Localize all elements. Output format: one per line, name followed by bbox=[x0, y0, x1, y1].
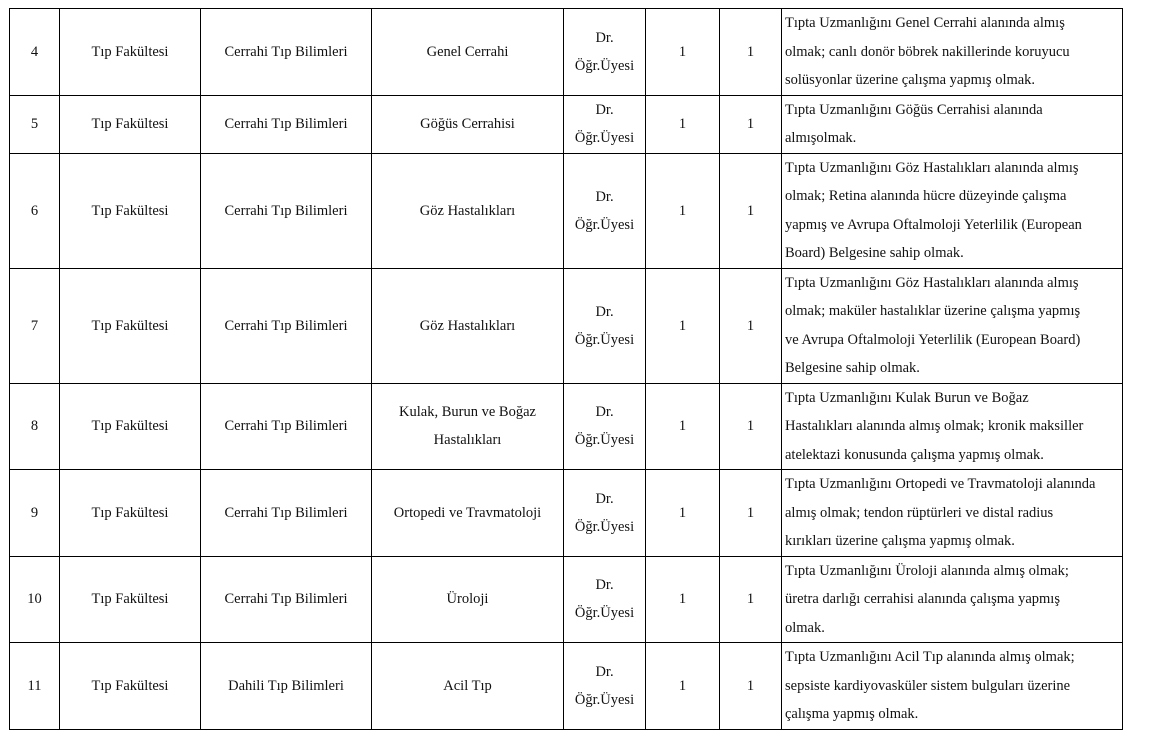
cell-faculty: Tıp Fakültesi bbox=[60, 643, 201, 730]
cell-title-line: Dr. bbox=[595, 29, 614, 46]
cell-requirements bbox=[782, 643, 1123, 730]
cell-count-a: 1 bbox=[646, 9, 720, 96]
cell-count-b: 1 bbox=[720, 268, 782, 383]
cell-requirements-line: ve Avrupa Oftalmoloji Yeterlilik (European Board) bbox=[785, 331, 1081, 348]
cell-discipline-line: Göz Hastalıkları bbox=[419, 317, 516, 334]
cell-faculty: Tıp Fakültesi bbox=[60, 153, 201, 268]
cell-faculty: Tıp Fakültesi bbox=[60, 9, 201, 96]
cell-faculty: Tıp Fakültesi bbox=[60, 383, 201, 470]
cell-title bbox=[564, 383, 646, 470]
cell-requirements-line: olmak. bbox=[785, 619, 825, 636]
cell-discipline-line: Göğüs Cerrahisi bbox=[420, 116, 515, 132]
cell-number: 5 bbox=[10, 95, 60, 153]
cell-title-line: Öğr.Üyesi bbox=[574, 130, 635, 146]
cell-department: Cerrahi Tıp Bilimleri bbox=[201, 153, 372, 268]
cell-department: Cerrahi Tıp Bilimleri bbox=[201, 9, 372, 96]
cell-discipline bbox=[372, 153, 564, 268]
cell-requirements bbox=[782, 470, 1123, 557]
cell-number: 9 bbox=[10, 470, 60, 557]
cell-title-line: Dr. bbox=[595, 303, 614, 320]
cell-requirements-line: Tıpta Uzmanlığını Göz Hastalıkları alanında almış bbox=[785, 159, 1079, 176]
cell-discipline bbox=[372, 470, 564, 557]
cell-count-b: 1 bbox=[720, 383, 782, 470]
table-row bbox=[10, 643, 1123, 730]
cell-discipline-line: Ortopedi ve Travmatoloji bbox=[393, 504, 542, 521]
cell-title bbox=[564, 9, 646, 96]
cell-title-line: Dr. bbox=[595, 490, 614, 507]
cell-requirements-line: olmak; Retina alanında hücre düzeyinde çalışma bbox=[785, 188, 1067, 204]
cell-discipline-line: Üroloji bbox=[446, 591, 489, 608]
cell-requirements-line: kırıkları üzerine çalışma yapmış olmak. bbox=[785, 533, 1015, 549]
cell-requirements-line: olmak; canlı donör böbrek nakillerinde koruyucu bbox=[785, 43, 1070, 60]
cell-requirements-line: almış olmak; tendon rüptürleri ve distal radius bbox=[785, 504, 1054, 521]
table-row bbox=[10, 556, 1123, 643]
cell-faculty: Tıp Fakültesi bbox=[60, 268, 201, 383]
cell-title-line: Dr. bbox=[595, 102, 614, 118]
cell-discipline-line: Genel Cerrahi bbox=[426, 43, 509, 60]
cell-requirements-line: Tıpta Uzmanlığını Ortopedi ve Travmatoloji alanında bbox=[785, 476, 1096, 492]
cell-requirements-line: sepsiste kardiyovasküler sistem bulguları üzerine bbox=[785, 677, 1071, 694]
cell-title bbox=[564, 643, 646, 730]
cell-count-b: 1 bbox=[720, 643, 782, 730]
positions-table bbox=[9, 8, 1123, 730]
cell-requirements-line: Belgesine sahip olmak. bbox=[785, 360, 920, 376]
cell-number: 6 bbox=[10, 153, 60, 268]
cell-title-line: Öğr.Üyesi bbox=[574, 518, 635, 535]
cell-discipline-line: Acil Tıp bbox=[443, 677, 492, 694]
cell-discipline bbox=[372, 643, 564, 730]
cell-count-a: 1 bbox=[646, 95, 720, 153]
cell-requirements-line: Tıpta Uzmanlığını Kulak Burun ve Boğaz bbox=[785, 389, 1029, 406]
cell-requirements-line: Tıpta Uzmanlığını Göğüs Cerrahisi alanında bbox=[785, 101, 1043, 118]
cell-department: Cerrahi Tıp Bilimleri bbox=[201, 268, 372, 383]
cell-count-a: 1 bbox=[646, 643, 720, 730]
cell-discipline-line: Göz Hastalıkları bbox=[419, 202, 516, 219]
cell-faculty: Tıp Fakültesi bbox=[60, 556, 201, 643]
table-body bbox=[10, 9, 1123, 730]
cell-number: 7 bbox=[10, 268, 60, 383]
cell-count-b: 1 bbox=[720, 470, 782, 557]
cell-requirements-line: üretra darlığı cerrahisi alanında çalışma yapmış bbox=[785, 591, 1060, 607]
cell-requirements-line: almışolmak. bbox=[785, 130, 857, 146]
cell-requirements-line: Tıpta Uzmanlığını Genel Cerrahi alanında almış bbox=[785, 15, 1065, 31]
cell-requirements bbox=[782, 153, 1123, 268]
cell-title-line: Öğr.Üyesi bbox=[574, 57, 635, 74]
cell-number: 4 bbox=[10, 9, 60, 96]
cell-requirements-line: Tıpta Uzmanlığını Acil Tıp alanında almış olmak; bbox=[785, 649, 1075, 665]
cell-requirements bbox=[782, 9, 1123, 96]
cell-count-b: 1 bbox=[720, 556, 782, 643]
cell-discipline bbox=[372, 9, 564, 96]
cell-title bbox=[564, 268, 646, 383]
cell-number: 10 bbox=[10, 556, 60, 643]
cell-number: 11 bbox=[10, 643, 60, 730]
cell-requirements-line: Tıpta Uzmanlığını Üroloji alanında almış olmak; bbox=[785, 562, 1069, 579]
cell-discipline bbox=[372, 556, 564, 643]
cell-requirements-line: Board) Belgesine sahip olmak. bbox=[785, 245, 964, 261]
cell-requirements-line: olmak; maküler hastalıklar üzerine çalışma yapmış bbox=[785, 303, 1081, 319]
cell-faculty: Tıp Fakültesi bbox=[60, 95, 201, 153]
cell-title-line: Öğr.Üyesi bbox=[574, 691, 635, 708]
cell-requirements-line: Hastalıkları alanında almış olmak; kronik maksiller bbox=[785, 418, 1084, 434]
cell-department: Cerrahi Tıp Bilimleri bbox=[201, 556, 372, 643]
cell-title bbox=[564, 556, 646, 643]
cell-title bbox=[564, 470, 646, 557]
cell-requirements bbox=[782, 95, 1123, 153]
cell-requirements bbox=[782, 383, 1123, 470]
cell-count-a: 1 bbox=[646, 268, 720, 383]
table-row bbox=[10, 383, 1123, 470]
cell-discipline bbox=[372, 95, 564, 153]
cell-title-line: Öğr.Üyesi bbox=[574, 605, 635, 622]
cell-title bbox=[564, 95, 646, 153]
cell-requirements-line: çalışma yapmış olmak. bbox=[785, 706, 919, 722]
cell-count-b: 1 bbox=[720, 153, 782, 268]
cell-count-a: 1 bbox=[646, 383, 720, 470]
cell-title-line: Dr. bbox=[595, 663, 614, 680]
cell-count-b: 1 bbox=[720, 95, 782, 153]
cell-department: Cerrahi Tıp Bilimleri bbox=[201, 470, 372, 557]
cell-faculty: Tıp Fakültesi bbox=[60, 470, 201, 557]
cell-title-line: Dr. bbox=[595, 404, 614, 421]
cell-department: Dahili Tıp Bilimleri bbox=[201, 643, 372, 730]
cell-count-a: 1 bbox=[646, 470, 720, 557]
cell-title-line: Öğr.Üyesi bbox=[574, 432, 635, 449]
cell-requirements-line: yapmış ve Avrupa Oftalmoloji Yeterlilik (European bbox=[785, 216, 1082, 233]
table-row bbox=[10, 9, 1123, 96]
table-row bbox=[10, 470, 1123, 557]
cell-department: Cerrahi Tıp Bilimleri bbox=[201, 383, 372, 470]
cell-discipline bbox=[372, 268, 564, 383]
cell-requirements-line: Tıpta Uzmanlığını Göz Hastalıkları alanında almış bbox=[785, 274, 1079, 291]
table-row bbox=[10, 95, 1123, 153]
table-row bbox=[10, 153, 1123, 268]
cell-requirements bbox=[782, 268, 1123, 383]
table-row bbox=[10, 268, 1123, 383]
cell-number: 8 bbox=[10, 383, 60, 470]
cell-discipline-line: Kulak, Burun ve Boğaz bbox=[399, 404, 536, 421]
cell-title bbox=[564, 153, 646, 268]
cell-requirements-line: solüsyonlar üzerine çalışma yapmış olmak. bbox=[785, 72, 1036, 88]
cell-count-a: 1 bbox=[646, 153, 720, 268]
cell-count-b: 1 bbox=[720, 9, 782, 96]
cell-requirements bbox=[782, 556, 1123, 643]
cell-requirements-line: atelektazi konusunda çalışma yapmış olmak. bbox=[785, 446, 1044, 463]
cell-title-line: Dr. bbox=[595, 577, 614, 594]
cell-title-line: Dr. bbox=[595, 188, 614, 205]
cell-title-line: Öğr.Üyesi bbox=[574, 216, 635, 233]
cell-title-line: Öğr.Üyesi bbox=[574, 331, 635, 348]
cell-department: Cerrahi Tıp Bilimleri bbox=[201, 95, 372, 153]
cell-count-a: 1 bbox=[646, 556, 720, 643]
cell-discipline bbox=[372, 383, 564, 470]
cell-discipline-line: Hastalıkları bbox=[433, 432, 502, 449]
